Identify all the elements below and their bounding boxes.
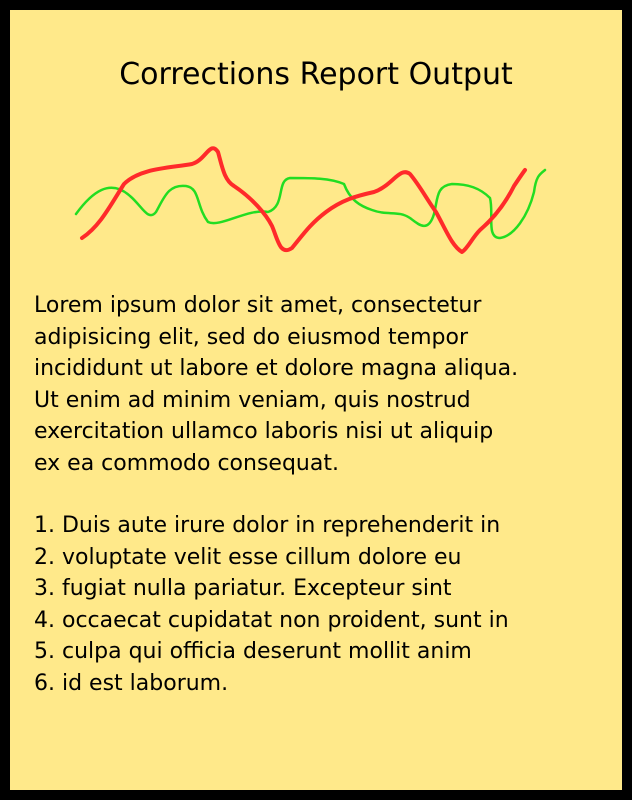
- list-item: 1. Duis aute irure dolor in reprehenderit in: [34, 513, 501, 538]
- numbered-list: [34, 510, 604, 699]
- list-item: 3. fugiat nulla pariatur. Excepteur sint: [34, 576, 452, 601]
- page-title: Corrections Report Output: [119, 57, 513, 92]
- paragraph-line: adipisicing elit, sed do eiusmod tempor: [34, 324, 469, 350]
- list-item: 2. voluptate velit esse cillum dolore eu: [34, 544, 462, 570]
- list-item: 6. id est laborum.: [34, 670, 229, 696]
- list-item: 4. occaecat cupidatat non proident, sunt in: [34, 607, 509, 633]
- list-item: 5. culpa qui officia deserunt mollit anim: [34, 639, 472, 664]
- paragraph-line: Ut enim ad minim veniam, quis nostrud: [34, 387, 471, 413]
- paragraph-line: exercitation ullamco laboris nisi ut aliquip: [34, 419, 494, 444]
- body-paragraph: [34, 290, 604, 479]
- red-squiggle: [82, 148, 525, 252]
- paragraph-line: ex ea commodo consequat.: [34, 450, 339, 476]
- paragraph-line: Lorem ipsum dolor sit amet, consectetur: [34, 293, 482, 318]
- paragraph-line: incididunt ut labore et dolore magna aliqua.: [34, 356, 519, 381]
